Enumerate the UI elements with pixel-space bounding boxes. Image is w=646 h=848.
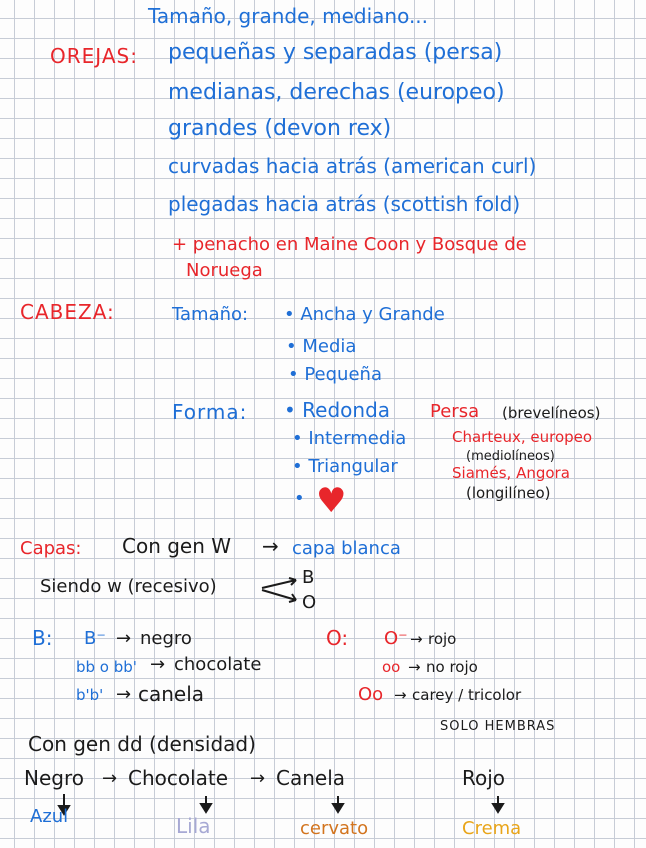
solo-hembras: SOLO HEMBRAS (440, 719, 556, 734)
orejas-note: + penacho en Maine Coon y Bosque de (172, 234, 527, 255)
o-result: no rojo (426, 658, 478, 676)
b-label: B: (32, 626, 53, 650)
o-genotype: O⁻ (384, 628, 408, 649)
forma-breed: Charteux, europeo (452, 428, 593, 446)
orejas-note-cont: Noruega (186, 260, 263, 281)
arrow-icon: → (150, 654, 166, 675)
tamano-label: Tamaño: (172, 304, 249, 325)
siendo-w-text: Siendo w (recesivo) (40, 576, 217, 597)
arrow-icon: → (102, 768, 118, 789)
forma-type: (mediolíneos) (466, 449, 555, 464)
b-result: negro (140, 628, 192, 649)
b-genotype: bb o bb' (76, 658, 137, 676)
arrow-icon: → (262, 534, 279, 558)
chain-chocolate: Chocolate (128, 766, 229, 790)
orejas-item: pequeñas y separadas (persa) (168, 40, 503, 65)
forma-type: (brevelíneos) (502, 404, 601, 422)
densidad-heading: Con gen dd (densidad) (28, 732, 256, 756)
forma-option: • Intermedia (292, 428, 407, 449)
forma-breed: Persa (430, 401, 480, 422)
capas-gen-w: Con gen W (122, 534, 232, 558)
chain-negro: Negro (24, 766, 84, 790)
capa-blanca: capa blanca (292, 538, 401, 559)
orejas-item: grandes (devon rex) (168, 116, 392, 141)
o-genotype: oo (382, 658, 401, 676)
forma-type: (longilíneo) (466, 484, 551, 502)
arrow-icon: → (408, 658, 421, 676)
b-genotype: B⁻ (84, 628, 106, 649)
page-title: Tamaño, grande, mediano... (148, 4, 429, 28)
o-result: carey / tricolor (412, 686, 522, 704)
capas-label: Capas: (20, 538, 82, 559)
arrow-icon: → (394, 686, 407, 704)
o-genotype: Oo (358, 684, 384, 705)
o-result: rojo (428, 630, 457, 648)
arrow-icon: → (410, 630, 423, 648)
heart-icon: ♥ (316, 481, 347, 521)
forma-breed: Siamés, Angora (452, 464, 570, 482)
o-label: O: (326, 626, 349, 650)
cabeza-label: CABEZA: (20, 300, 115, 324)
diluted-lila: Lila (176, 814, 211, 838)
b-result: canela (138, 682, 205, 706)
arrow-icon: → (116, 628, 132, 649)
orejas-item: medianas, derechas (europeo) (168, 80, 505, 105)
arrow-icon: → (116, 684, 132, 705)
forma-option: • Triangular (292, 456, 398, 477)
forma-extra-bullet: • (294, 488, 305, 509)
diluted-cervato: cervato (300, 818, 369, 839)
b-genotype: b'b' (76, 686, 104, 704)
tamano-option: • Pequeña (288, 364, 382, 385)
branch-b: B (302, 567, 315, 588)
chain-rojo: Rojo (462, 766, 506, 790)
forma-option: • Redonda (284, 398, 391, 422)
branch-o: O (302, 592, 317, 613)
arrow-icon: → (250, 768, 266, 789)
diluted-crema: Crema (462, 818, 522, 839)
chain-canela: Canela (276, 766, 346, 790)
diluted-azul: Azul (30, 806, 69, 827)
b-result: chocolate (174, 654, 262, 675)
tamano-option: • Media (286, 336, 357, 357)
orejas-item: plegadas hacia atrás (scottish fold) (168, 192, 521, 216)
orejas-label: OREJAS: (50, 44, 138, 68)
forma-label: Forma: (172, 400, 248, 424)
orejas-item: curvadas hacia atrás (american curl) (168, 154, 537, 178)
tamano-option: • Ancha y Grande (284, 304, 445, 325)
